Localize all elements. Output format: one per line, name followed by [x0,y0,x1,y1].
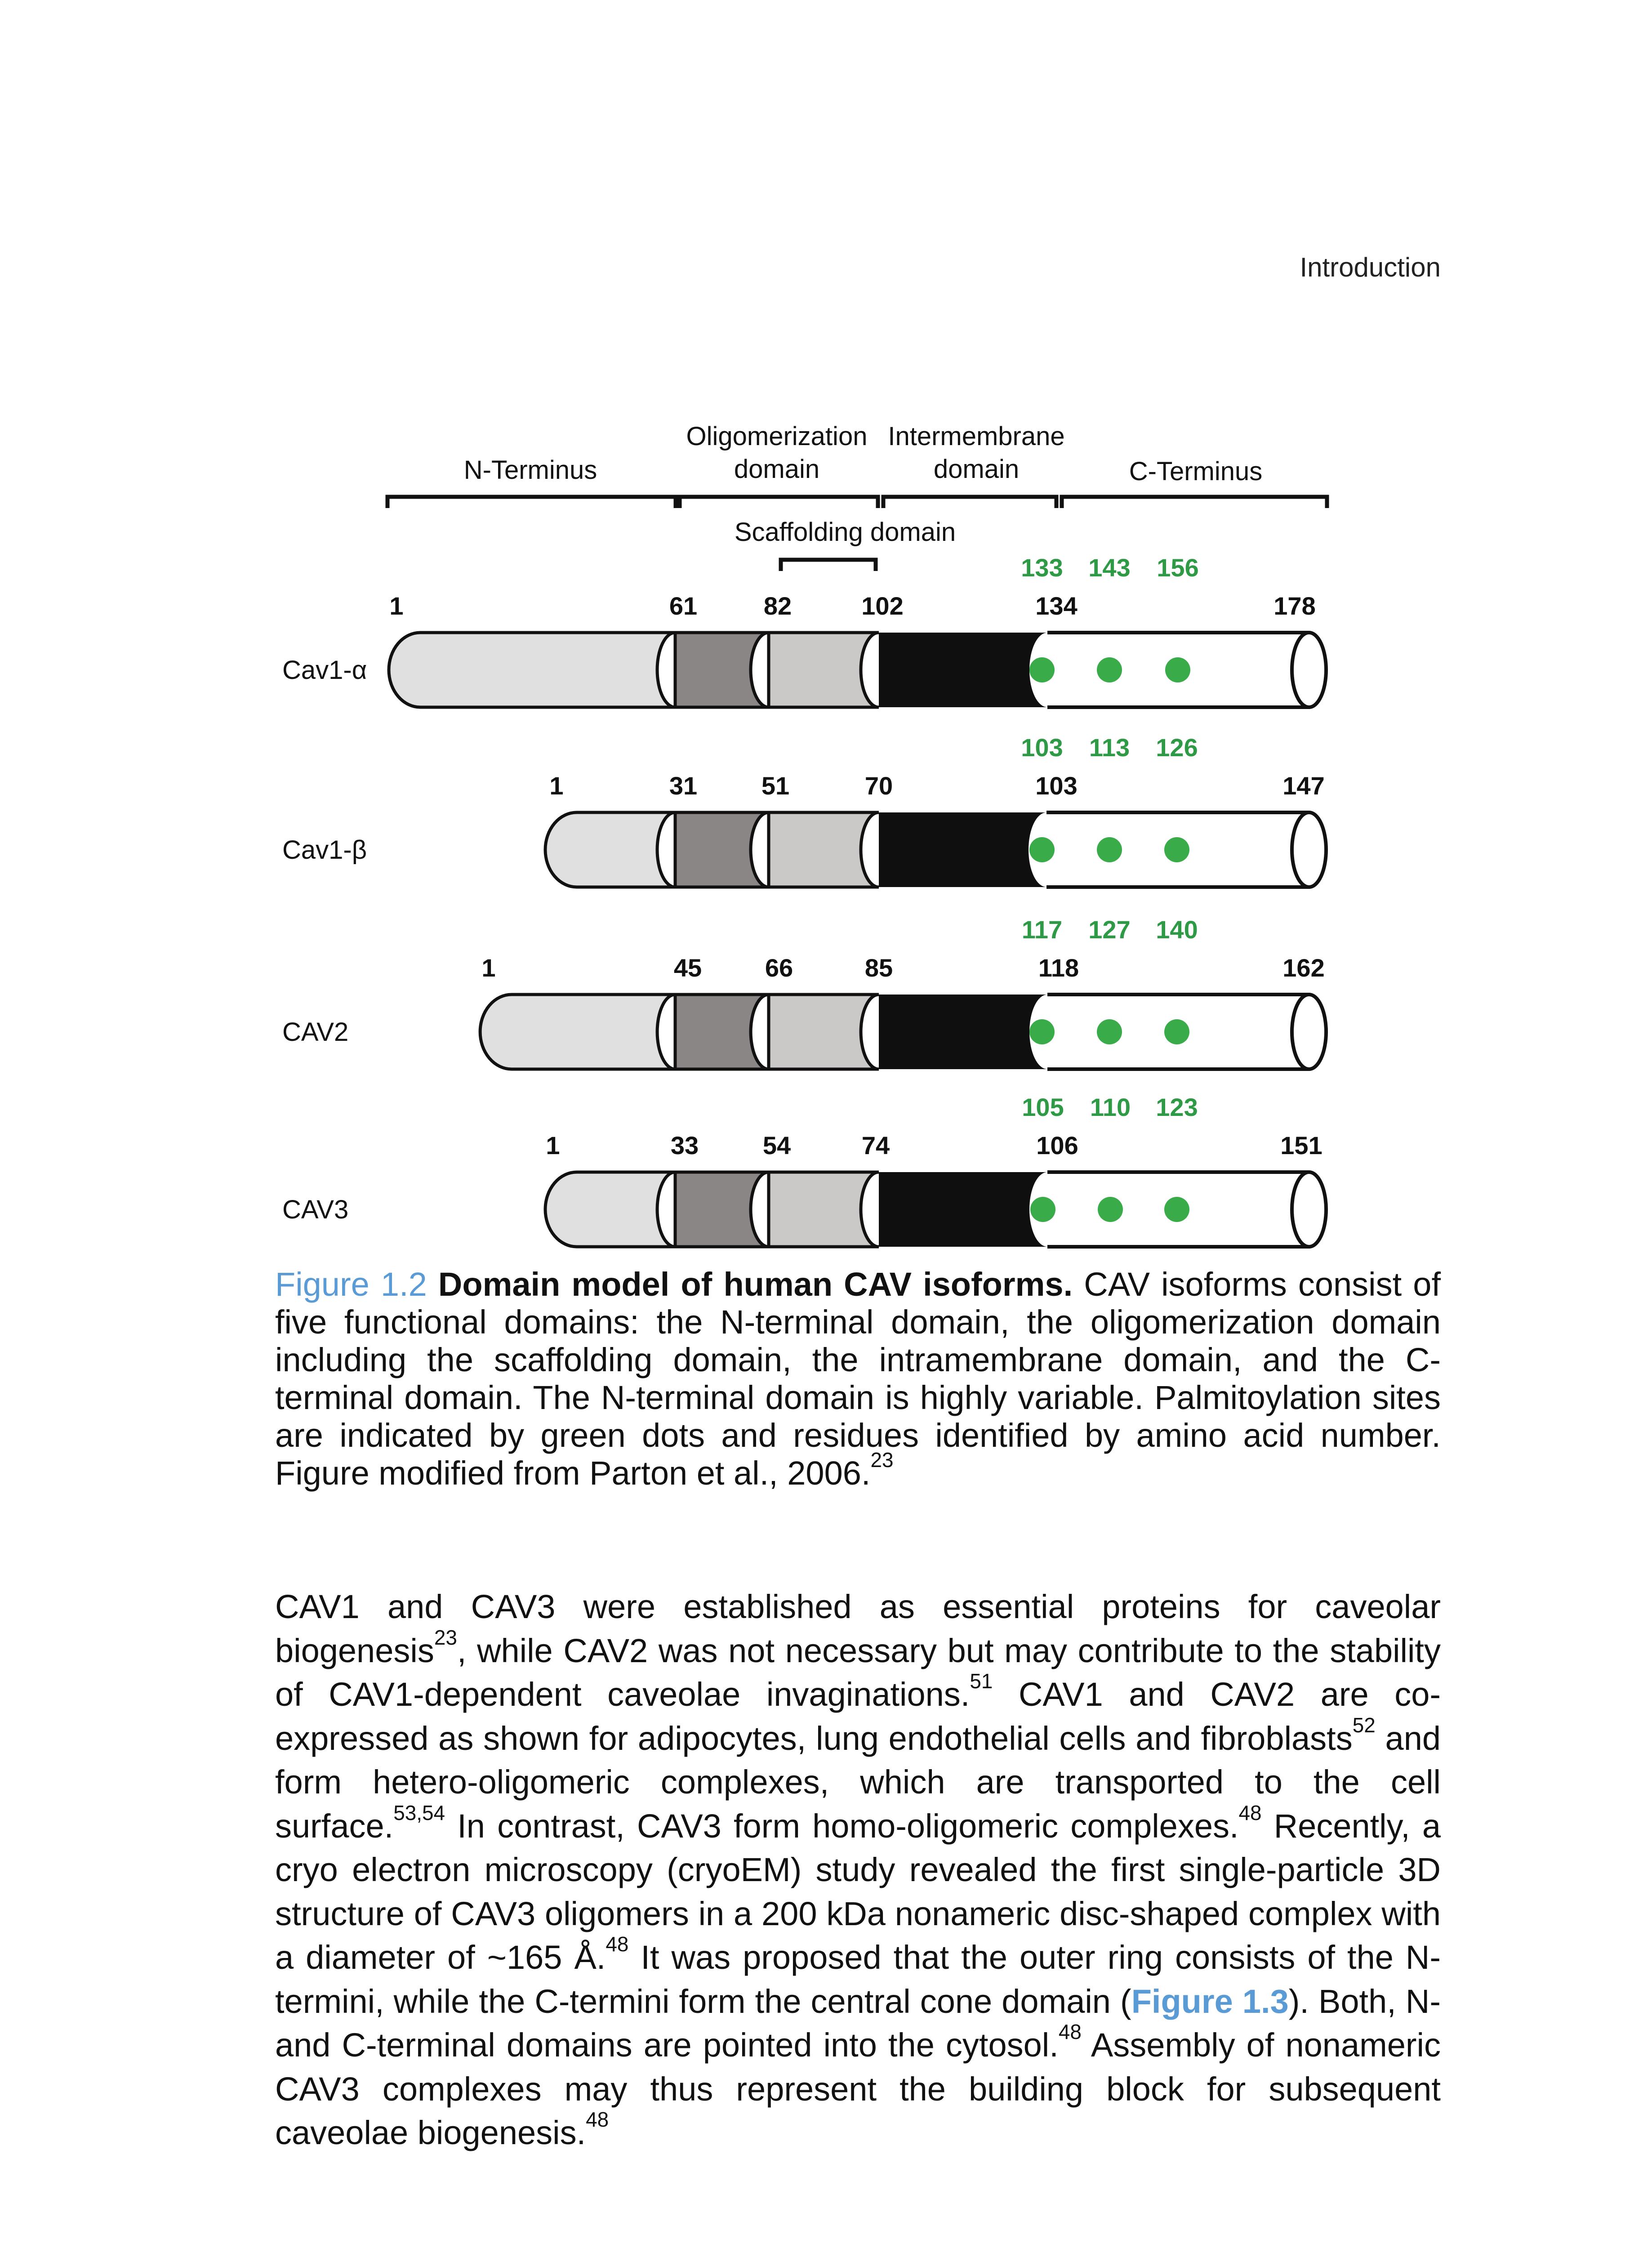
residue-position-label: 66 [765,954,793,982]
isoform-diagrams [282,553,1326,1247]
body-text-9: Assembly of nonameric CAV3 complexes may thus represent the building block for subsequent caveolae biogenesis. [275,2026,1441,2151]
body-text-6: Recently, a cryo electron microscopy (cryoEM) study revealed the first single-particle 3D structure of CAV3 oligomers in a 200 kDa nonameric disc-shaped complex with a diameter of ~165 Å. [275,1807,1441,1976]
palmitoylation-site-label: 113 [1089,733,1130,762]
citation: 51 [970,1669,993,1693]
residue-position-label: 45 [673,954,702,982]
bracket-oligomerization [680,497,878,508]
n-terminal-domain [545,1172,675,1247]
bracket-c-terminus [1062,497,1327,508]
intramembrane-domain [879,633,1047,707]
palmitoylation-site-label: 117 [1021,915,1063,944]
residue-position-label: 106 [1036,1131,1078,1160]
palmitoylation-site-label: 140 [1156,915,1198,944]
body-text-2: , while CAV2 was not necessary but may contribute to the stability of CAV1-dependent caveolae invaginations. [275,1632,1441,1713]
oligomerization-label-line1: Oligomerization [686,422,868,451]
body-text-4: and form hetero-oligomeric complexes, which are transported to the cell surface. [275,1719,1441,1845]
residue-position-label: 102 [861,592,904,620]
bracket-scaffolding [781,560,876,571]
palmitoylation-site-label: 143 [1088,553,1131,582]
scaffolding-label: Scaffolding domain [734,517,956,547]
body-text-8: ). Both, N- and C-terminal domains are pointed into the cytosol. [275,1982,1441,2064]
residue-position-label: 82 [763,592,792,620]
residue-position-label: 70 [864,772,893,800]
caption-title: Domain model of human CAV isoforms. [438,1266,1073,1303]
residue-position-label: 147 [1282,772,1325,800]
residue-position-label: 54 [762,1131,791,1160]
palmitoylation-dot-3 [1165,657,1190,682]
body-text-1: CAV1 and CAV3 were established as essential proteins for caveolar biogenesis [275,1588,1441,1669]
residue-position-label: 85 [864,954,893,982]
palmitoylation-dot-3 [1164,837,1189,862]
oligomerization-label-line2: domain [734,455,820,484]
residue-position-label: 1 [389,592,404,620]
palmitoylation-dot-3 [1164,1197,1189,1222]
residue-position-label: 1 [546,1131,560,1160]
body-text-5: In contrast, CAV3 form homo-oligomeric complexes. [445,1807,1239,1845]
body-text-7: It was proposed that the outer ring consists of the N-termini, while the C-termini form the central cone domain ( [275,1939,1441,2020]
n-terminal-domain [480,995,675,1069]
residue-position-label: 74 [861,1131,890,1160]
palmitoylation-site-label: 105 [1022,1093,1064,1121]
intermembrane-label-line1: Intermembrane [888,422,1065,451]
palmitoylation-site-label: 103 [1021,733,1063,762]
caption-figure-label: Figure 1.2 [275,1266,427,1303]
scaffolding-domain [769,633,879,707]
residue-position-label: 103 [1035,772,1078,800]
isoform-name: CAV3 [282,1195,349,1224]
isoform-name: CAV2 [282,1017,349,1047]
cylinder-cap [1292,633,1326,707]
palmitoylation-site-label: 123 [1156,1093,1198,1121]
isoform-2 [282,733,1326,887]
domain-header-labels [464,422,1263,547]
caption-ref: 23 [870,1448,894,1472]
n-terminal-domain [389,633,675,707]
citation: 23 [434,1625,457,1649]
c-terminus-label: C-Terminus [1129,457,1263,486]
scaffolding-domain [769,995,879,1069]
intramembrane-domain [879,1172,1047,1247]
residue-position-label: 33 [670,1131,699,1160]
cylinder-cap [1292,1172,1326,1247]
body-text-3: CAV1 and CAV2 are co-expressed as shown for adipocytes, lung endothelial cells and fibroblasts [275,1676,1441,1757]
palmitoylation-dot-1 [1029,657,1055,682]
isoform-name: Cav1-α [282,656,367,685]
palmitoylation-dot-2 [1098,1197,1123,1222]
isoform-4 [282,1093,1326,1247]
palmitoylation-dot-2 [1097,837,1122,862]
intramembrane-domain [879,995,1047,1069]
figure-reference-link[interactable]: Figure 1.3 [1131,1982,1289,2020]
oligomerization-domain [675,995,769,1069]
citation: 48 [606,1932,629,1956]
residue-position-label: 151 [1280,1131,1322,1160]
citation: 52 [1352,1713,1376,1737]
residue-position-label: 1 [549,772,564,800]
palmitoylation-site-label: 127 [1088,915,1131,944]
residue-position-label: 31 [669,772,698,800]
bracket-n-terminus [387,497,676,508]
scaffolding-domain [769,1172,879,1247]
bracket-intermembrane [883,497,1056,508]
isoform-name: Cav1-β [282,835,367,865]
palmitoylation-site-label: 156 [1157,553,1199,582]
isoform-1 [282,553,1326,707]
palmitoylation-dot-1 [1030,1197,1055,1222]
oligomerization-domain [675,633,769,707]
caption-text: CAV isoforms consist of five functional domains: the N-terminal domain, the oligomerization domain including the scaffolding domain, the intramembrane domain, and the C-terminal domain. The N-terminal domain is highly variable. Palmitoylation sites are indicated by green dots and residues identified by amino acid number. Figure modified from Parton et al., 2006. [275,1266,1441,1492]
citation: 48 [1238,1801,1262,1824]
palmitoylation-dot-1 [1029,1019,1055,1044]
residue-position-label: 162 [1282,954,1325,982]
body-paragraph [275,1585,1441,2155]
residue-position-label: 1 [481,954,496,982]
n-terminus-label: N-Terminus [463,455,597,485]
cylinder-cap [1292,995,1326,1069]
residue-position-label: 134 [1035,592,1078,620]
palmitoylation-dot-1 [1029,837,1055,862]
palmitoylation-dot-3 [1164,1019,1189,1044]
residue-position-label: 118 [1038,954,1079,982]
intermembrane-label-line2: domain [933,455,1020,484]
palmitoylation-dot-2 [1097,657,1122,682]
residue-position-label: 61 [669,592,698,620]
oligomerization-domain [675,1172,769,1247]
palmitoylation-site-label: 133 [1021,553,1063,582]
scaffolding-domain [769,812,879,887]
intramembrane-domain [879,812,1046,887]
running-header: Introduction [1300,252,1441,282]
oligomerization-domain [675,812,769,887]
residue-position-label: 178 [1274,592,1316,620]
palmitoylation-dot-2 [1097,1019,1122,1044]
citation: 48 [586,2108,609,2132]
citation: 53,54 [393,1801,445,1824]
figure-caption [275,1266,1441,1492]
citation: 48 [1058,2020,1082,2044]
isoform-3 [282,915,1326,1069]
residue-position-label: 51 [761,772,790,800]
n-terminal-domain [545,812,675,887]
palmitoylation-site-label: 126 [1156,733,1198,762]
palmitoylation-site-label: 110 [1090,1093,1131,1121]
cylinder-cap [1292,812,1326,887]
